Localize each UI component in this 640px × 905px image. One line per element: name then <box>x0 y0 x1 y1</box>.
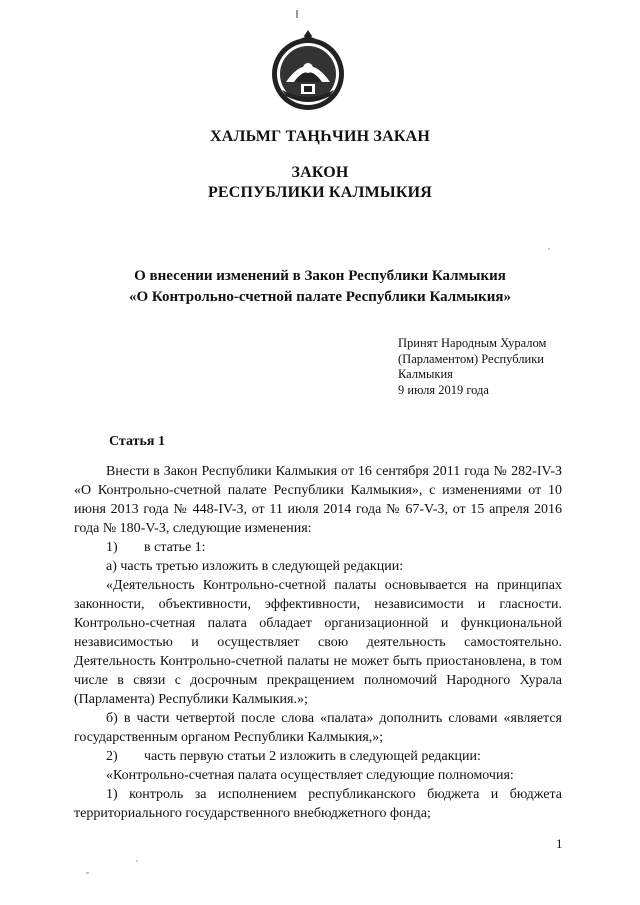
subitem-a: а) часть третью изложить в следующей редакции: <box>106 559 404 574</box>
item-text: в статье 1: <box>144 540 206 555</box>
law-title-line2: «О Контрольно-счетной палате Республики Калмыкия» <box>128 289 511 305</box>
scan-mark <box>296 10 298 18</box>
heading-republic: РЕСПУБЛИКИ КАЛМЫКИЯ <box>207 184 433 201</box>
heading-kalmyk: ХАЛЬМГ ТАҢҺЧИН ЗАКАН <box>209 128 431 145</box>
item-number: 1) <box>106 540 118 555</box>
quote-paragraph: «Деятельность Контрольно-счетной палаты основывается на принципах законности, объективности, эффективности, независимости и гласности. Контрольно-счетная палата обладает организационной и функциональной независимостью и осуществляет свою деятельность самостоятельно. Деятельность Контрольно-счетной палаты не может быть приостановлена, в том числе в связи с досрочным прекращением полномочий Народного Хурала (Парламента) Республики Калмыкия.»; <box>74 578 562 707</box>
article-body <box>74 462 562 823</box>
article-heading: Статья 1 <box>109 434 165 449</box>
list-item <box>74 747 562 766</box>
intro-paragraph: Внести в Закон Республики Калмыкия от 16 сентября 2011 года № 282-IV-З «О Контрольно-счетной палате Республики Калмыкия», с изменениями от 10 июня 2013 года № 448-IV-З, от 11 июля 2014 года № 67-V-З, от 15 апреля 2016 года № 180-V-З, следующие изменения: <box>74 464 562 536</box>
kalmykia-coat-of-arms-icon <box>268 30 348 114</box>
adoption-note <box>398 336 578 398</box>
scan-speck <box>86 872 89 874</box>
law-title-line1: О внесении изменений в Закон Республики Калмыкия <box>134 268 506 284</box>
adoption-line: Калмыкия <box>398 367 453 381</box>
scan-speck <box>136 860 138 862</box>
heading-zakon: ЗАКОН <box>291 164 349 181</box>
subitem-b: б) в части четвертой после слова «палата» дополнить словами «является государственным органом Республики Калмыкия,»; <box>74 711 562 745</box>
adoption-line: (Парламентом) Республики <box>398 351 544 366</box>
page-number: 1 <box>556 836 563 851</box>
quote-paragraph: «Контрольно-счетная палата осуществляет следующие полномочия: <box>106 768 514 783</box>
list-item <box>74 538 562 557</box>
adoption-line: Принят Народным Хуралом <box>398 336 547 350</box>
item-number: 2) <box>106 749 118 764</box>
scan-speck <box>548 248 550 250</box>
subitem-1: 1) контроль за исполнением республиканского бюджета и бюджета территориального государственного внебюджетного фонда; <box>74 787 562 821</box>
item-text: часть первую статьи 2 изложить в следующей редакции: <box>144 749 481 764</box>
adoption-date: 9 июля 2019 года <box>398 382 489 397</box>
